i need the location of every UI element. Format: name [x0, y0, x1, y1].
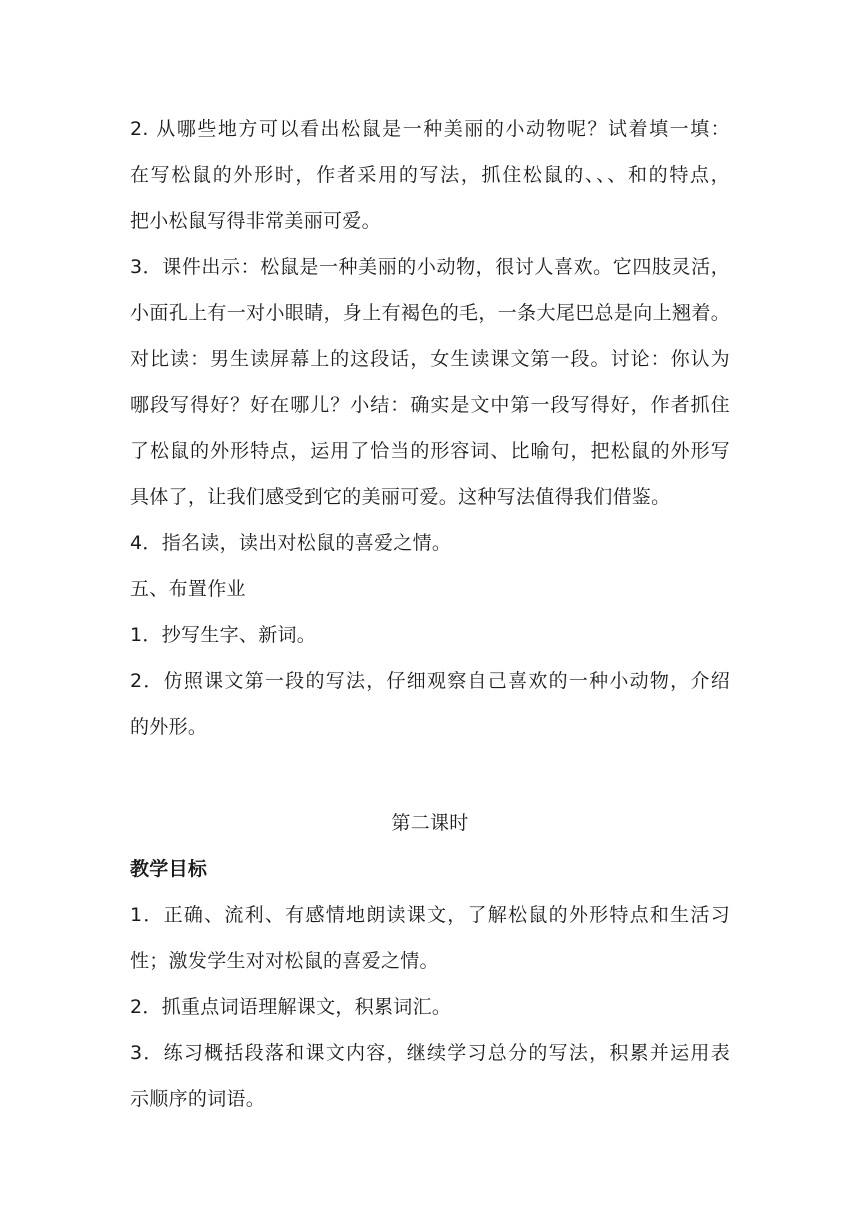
paragraph-line: 4．指名读，读出对松鼠的喜爱之情。 [130, 532, 452, 554]
paragraph-line: 2. 从哪些地方可以看出松鼠是一种美丽的小动物呢？试着填一填： [130, 118, 730, 140]
paragraph-line: 对比读：男生读屏幕上的这段话，女生读课文第一段。讨论：你认为 [130, 348, 730, 370]
paragraph-line: 2．仿照课文第一段的写法，仔细观察自己喜欢的一种小动物，介绍 [130, 670, 730, 692]
paragraph-line: 的外形。 [130, 716, 208, 738]
paragraph-line: 性；激发学生对对松鼠的喜爱之情。 [130, 950, 439, 972]
paragraph-line: 示顺序的词语。 [130, 1088, 266, 1110]
section-heading: 五、布置作业 [130, 578, 246, 600]
blank-gap [130, 756, 730, 806]
lesson-title: 第二课时 [391, 812, 469, 834]
paragraph-line: 具体了，让我们感受到它的美丽可爱。这种写法值得我们借鉴。 [130, 486, 671, 508]
paragraph-line: 1．抄写生字、新词。 [130, 624, 317, 646]
paragraph-line: 2．抓重点词语理解课文，积累词汇。 [130, 996, 452, 1018]
paragraph-line: 在写松鼠的外形时，作者采用的写法，抓住松鼠的、、、和的特点， [130, 164, 730, 186]
paragraph-line: 哪段写得好？好在哪儿？小结：确实是文中第一段写得好，作者抓住 [130, 394, 730, 416]
paragraph-line: 1．正确、流利、有感情地朗读课文，了解松鼠的外形特点和生活习 [130, 904, 730, 926]
paragraph-line: 3．课件出示：松鼠是一种美丽的小动物，很讨人喜欢。它四肢灵活， [130, 256, 730, 278]
paragraph-line: 小面孔上有一对小眼睛，身上有褐色的毛，一条大尾巴总是向上翘着。 [130, 302, 730, 324]
paragraph-line: 3．练习概括段落和课文内容，继续学习总分的写法，积累并运用表 [130, 1042, 730, 1064]
paragraph-line: 把小松鼠写得非常美丽可爱。 [130, 210, 381, 232]
document-page [130, 112, 730, 1128]
paragraph-line: 了松鼠的外形特点，运用了恰当的形容词、比喻句，把松鼠的外形写 [130, 440, 730, 462]
section-heading: 教学目标 [130, 858, 208, 880]
